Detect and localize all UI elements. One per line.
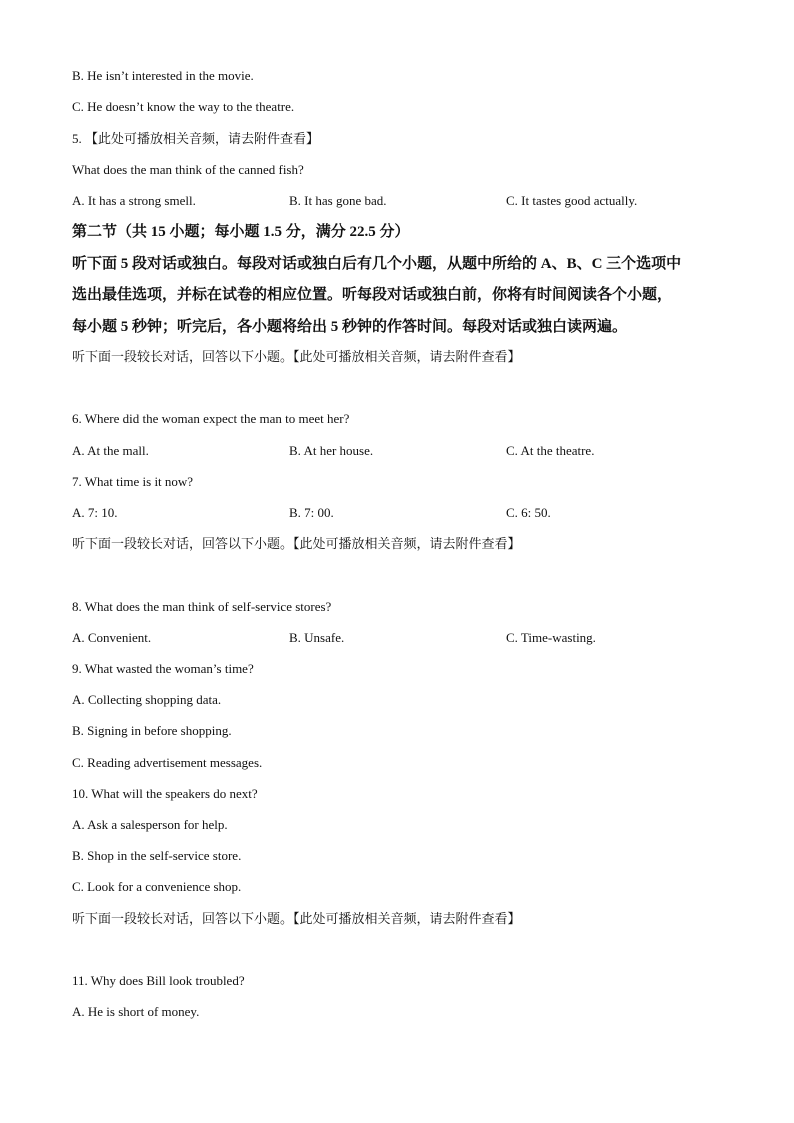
- q7-option-a: A. 7: 10.: [72, 505, 118, 520]
- section2-instruction-line1: 听下面 5 段对话或独白。每段对话或独白后有几个小题，从题中所给的 A、B、C 三个选项中: [72, 256, 682, 272]
- q10-option-a: A. Ask a salesperson for help.: [72, 817, 228, 832]
- q7-option-c: C. 6: 50.: [506, 505, 551, 520]
- q8-question: 8. What does the man think of self-service stores?: [72, 599, 332, 614]
- section2-heading: 第二节（共 15 小题；每小题 1.5 分，满分 22.5 分）: [72, 224, 410, 240]
- group8-intro: 听下面一段较长对话，回答以下小题。【此处可播放相关音频，请去附件查看】: [72, 536, 521, 551]
- q9-option-a: A. Collecting shopping data.: [72, 692, 222, 707]
- q9-question: 9. What wasted the woman’s time?: [72, 661, 254, 676]
- q4-option-b: B. He isn’t interested in the movie.: [72, 68, 254, 83]
- q10-option-b: B. Shop in the self-service store.: [72, 848, 242, 863]
- q10-question: 10. What will the speakers do next?: [72, 786, 258, 801]
- q5-option-a: A. It has a strong smell.: [72, 193, 196, 208]
- q9-option-c: C. Reading advertisement messages.: [72, 755, 263, 770]
- q6-option-a: A. At the mall.: [72, 443, 149, 458]
- q7-question: 7. What time is it now?: [72, 474, 194, 489]
- q10-option-c: C. Look for a convenience shop.: [72, 879, 242, 894]
- q8-option-c: C. Time-wasting.: [506, 630, 596, 645]
- q7-option-b: B. 7: 00.: [289, 505, 334, 520]
- q5-question: What does the man think of the canned fish?: [72, 162, 304, 177]
- q8-option-b: B. Unsafe.: [289, 630, 345, 645]
- section2-instruction-line2: 选出最佳选项，并标在试卷的相应位置。听每段对话或独白前，你将有时间阅读各个小题，: [72, 287, 673, 303]
- q4-option-c: C. He doesn’t know the way to the theatre.: [72, 99, 295, 114]
- q6-question: 6. Where did the woman expect the man to meet her?: [72, 411, 350, 426]
- q5-option-b: B. It has gone bad.: [289, 193, 387, 208]
- q11-option-a: A. He is short of money.: [72, 1004, 200, 1019]
- q8-option-a: A. Convenient.: [72, 630, 152, 645]
- group6-intro: 听下面一段较长对话，回答以下小题。【此处可播放相关音频，请去附件查看】: [72, 349, 521, 364]
- q6-option-c: C. At the theatre.: [506, 443, 595, 458]
- q5-audio-note: 5. 【此处可播放相关音频，请去附件查看】: [72, 131, 320, 146]
- q9-option-b: B. Signing in before shopping.: [72, 723, 232, 738]
- q11-question: 11. Why does Bill look troubled?: [72, 973, 245, 988]
- group11-intro: 听下面一段较长对话，回答以下小题。【此处可播放相关音频，请去附件查看】: [72, 911, 521, 926]
- q5-option-c: C. It tastes good actually.: [506, 193, 638, 208]
- section2-instruction-line3: 每小题 5 秒钟；听完后，各小题将给出 5 秒钟的作答时间。每段对话或独白读两遍。: [72, 319, 628, 335]
- q6-option-b: B. At her house.: [289, 443, 374, 458]
